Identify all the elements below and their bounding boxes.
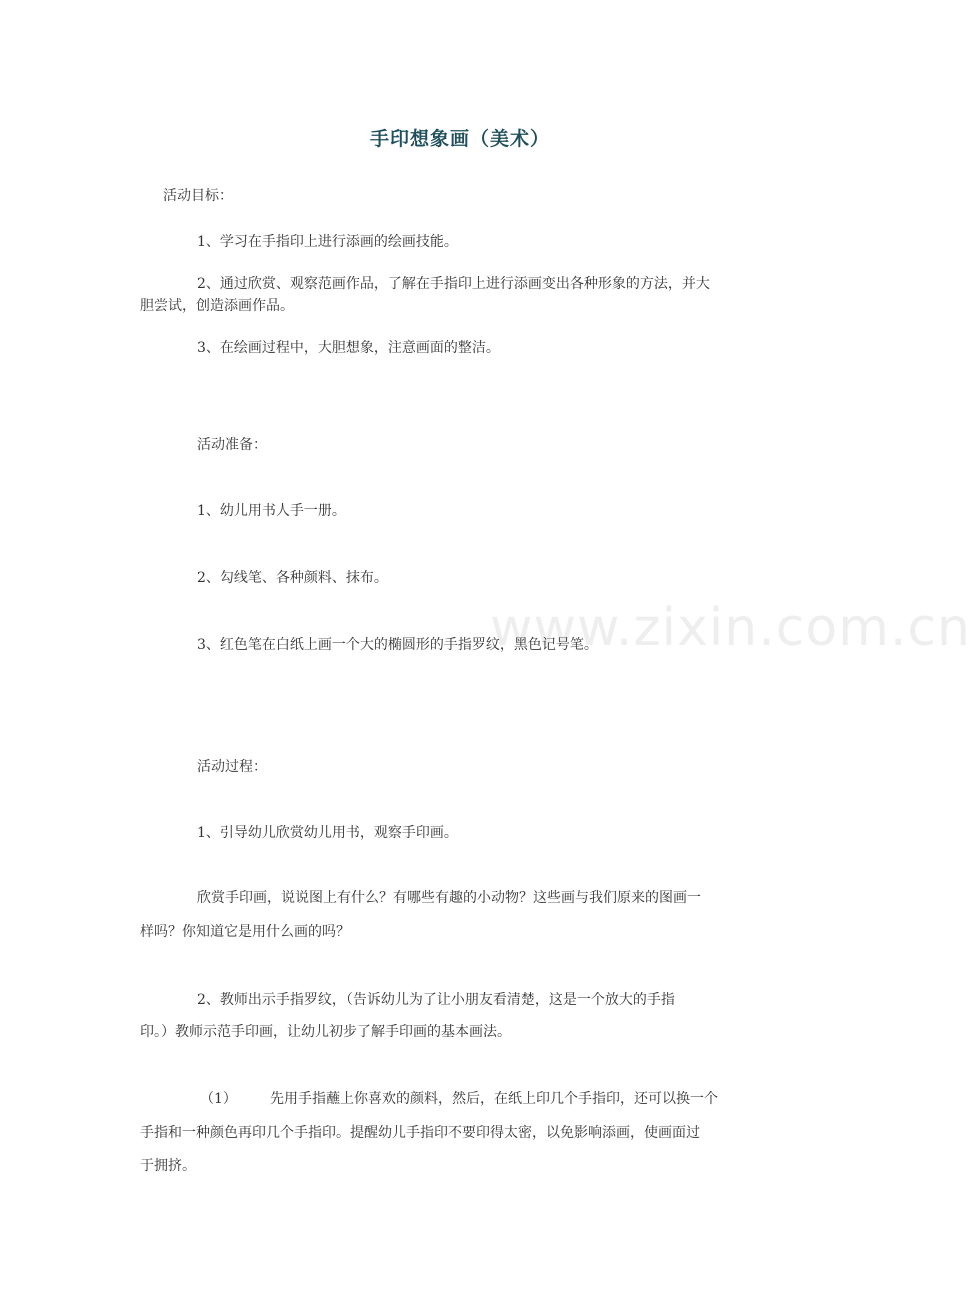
section-heading-process: 活动过程： (197, 759, 267, 775)
step-1-line-3: 于拥挤。 (140, 1158, 196, 1174)
process-item-1-detail-line-2: 样吗？你知道它是用什么画的吗？ (140, 924, 350, 940)
section-heading-goals: 活动目标： (163, 188, 233, 204)
goal-item-2-line-1: 2、通过欣赏、观察范画作品，了解在手指印上进行添画变出各种形象的方法，并大 (197, 276, 710, 292)
watermark: www.zixin.com.cn (490, 598, 971, 658)
goal-item-3: 3、在绘画过程中，大胆想象，注意画面的整洁。 (197, 340, 500, 356)
step-1-label: （1） (200, 1091, 237, 1107)
prep-item-3: 3、红色笔在白纸上画一个大的椭圆形的手指罗纹，黑色记号笔。 (197, 637, 598, 653)
process-item-2-line-1: 2、教师出示手指罗纹，（告诉幼儿为了让小朋友看清楚，这是一个放大的手指 (197, 992, 675, 1008)
goal-item-2-line-2: 胆尝试，创造添画作品。 (140, 298, 294, 314)
document-title: 手印想象画（美术） (369, 128, 550, 150)
process-item-1-detail-line-1: 欣赏手印画，说说图上有什么？有哪些有趣的小动物？这些画与我们原来的图画一 (197, 890, 701, 906)
goal-item-1: 1、学习在手指印上进行添画的绘画技能。 (197, 234, 458, 250)
prep-item-1: 1、幼儿用书人手一册。 (197, 503, 346, 519)
process-item-1: 1、引导幼儿欣赏幼儿用书，观察手印画。 (197, 825, 458, 841)
prep-item-2: 2、勾线笔、各种颜料、抹布。 (197, 570, 388, 586)
step-1-line-1: 先用手指蘸上你喜欢的颜料，然后，在纸上印几个手指印，还可以换一个 (270, 1091, 718, 1107)
process-item-2-line-2: 印。）教师示范手印画，让幼儿初步了解手印画的基本画法。 (140, 1024, 511, 1040)
step-1-line-2: 手指和一种颜色再印几个手指印。提醒幼儿手指印不要印得太密，以免影响添画，使画面过 (140, 1125, 700, 1141)
section-heading-preparation: 活动准备： (197, 437, 267, 453)
